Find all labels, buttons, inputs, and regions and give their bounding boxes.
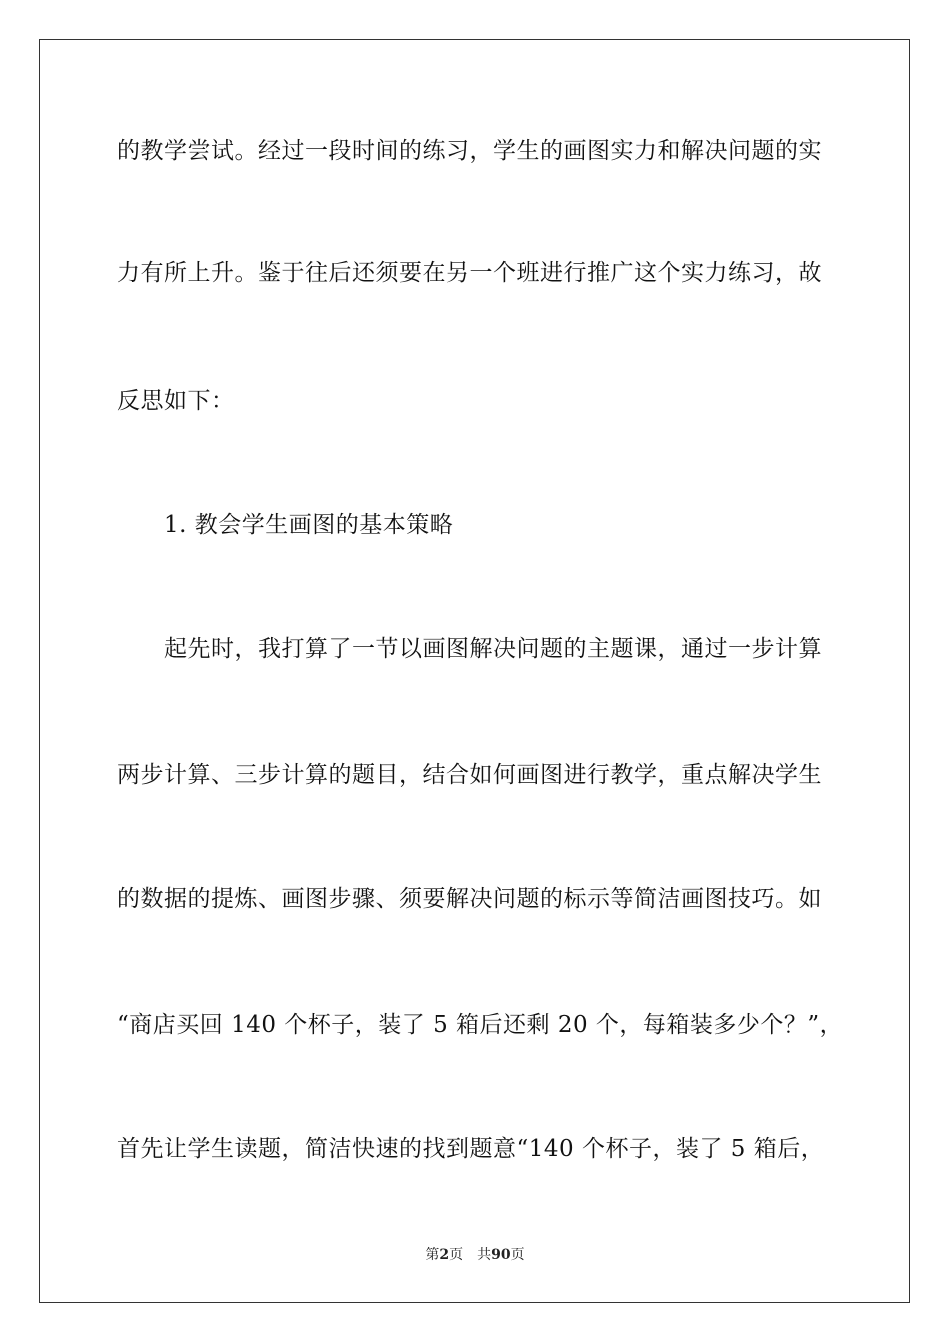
footer-total-prefix: 共 <box>477 1247 492 1263</box>
text-line-2: 力有所上升。鉴于往后还须要在另一个班进行推广这个实力练习，故 <box>117 260 822 286</box>
page-footer <box>0 1246 950 1264</box>
footer-total-suffix: 页 <box>510 1247 525 1263</box>
footer-total-pages: 90 <box>491 1247 511 1263</box>
text-line-1: 的教学尝试。经过一段时间的练习，学生的画图实力和解决问题的实 <box>117 138 822 164</box>
footer-page-suffix: 页 <box>449 1247 464 1263</box>
text-line-5: 起先时，我打算了一节以画图解决问题的主题课，通过一步计算 <box>164 636 822 662</box>
text-line-9: 首先让学生读题，简洁快速的找到题意“140 个杯子，装了 5 箱后， <box>117 1136 825 1162</box>
footer-page-prefix: 第 <box>425 1247 440 1263</box>
text-line-8: “商店买回 140 个杯子，装了 5 箱后还剩 20 个，每箱装多少个？”， <box>117 1012 844 1038</box>
section-heading: 1. 教会学生画图的基本策略 <box>164 512 454 538</box>
text-line-6: 两步计算、三步计算的题目，结合如何画图进行教学，重点解决学生 <box>117 762 822 788</box>
page-border <box>39 39 910 1303</box>
text-line-3: 反思如下： <box>117 388 235 414</box>
text-line-7: 的数据的提炼、画图步骤、须要解决问题的标示等简洁画图技巧。如 <box>117 886 822 912</box>
footer-page-number: 2 <box>439 1247 450 1263</box>
